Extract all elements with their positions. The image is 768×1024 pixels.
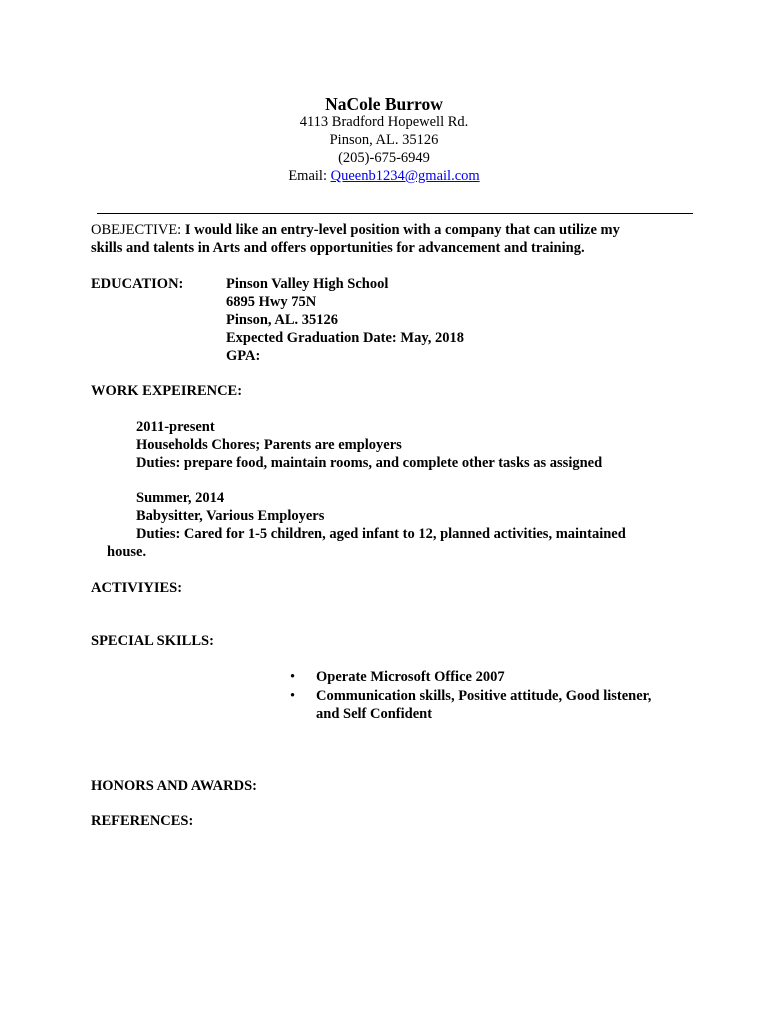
skill-text-continued: and Self Confident [316,706,433,722]
applicant-name: NaCole Burrow [325,94,443,114]
address-line-2: Pinson, AL. 35126 [329,132,439,148]
objective-label: OBEJECTIVE: [91,222,182,238]
phone-number: (205)-675-6949 [338,150,430,166]
list-item [288,668,678,686]
honors-label: HONORS AND AWARDS: [91,778,257,794]
skill-text: Operate Microsoft Office 2007 [316,669,505,685]
job-1-dates: 2011-present [136,419,215,435]
email-label: Email: [288,168,327,184]
education-label: EDUCATION: [91,276,184,292]
references-label: REFERENCES: [91,813,194,829]
job-2-title: Babysitter, Various Employers [136,508,325,524]
skills-list [288,668,678,724]
skill-text: Communication skills, Positive attitude, Good listener, [316,688,652,704]
activities-label: ACTIVIYIES: [91,580,183,596]
bullet-icon: • [290,688,296,704]
job-2-duties-line-2: house. [107,544,147,560]
bullet-icon: • [290,669,296,685]
skills-label: SPECIAL SKILLS: [91,633,214,649]
education-graduation: Expected Graduation Date: May, 2018 [226,330,465,346]
education-school: Pinson Valley High School [226,276,389,292]
education-street: 6895 Hwy 75N [226,294,317,310]
address-line-1: 4113 Bradford Hopewell Rd. [299,114,469,130]
email-link[interactable]: Queenb1234@gmail.com [330,168,480,184]
education-city: Pinson, AL. 35126 [226,312,338,328]
work-label: WORK EXPEIRENCE: [91,383,243,399]
job-1-title: Households Chores; Parents are employers [136,437,402,453]
job-1-duties: Duties: prepare food, maintain rooms, and complete other tasks as assigned [136,455,603,471]
objective-line-2: skills and talents in Arts and offers opportunities for advancement and training. [91,240,585,256]
header-divider [97,213,693,214]
email-line [0,167,768,185]
education-gpa: GPA: [226,348,261,364]
list-item [288,687,678,723]
objective-line-1 [91,221,620,239]
job-2-dates: Summer, 2014 [136,490,225,506]
objective-text-1: I would like an entry-level position with a company that can utilize my [184,222,620,238]
job-2-duties-line-1: Duties: Cared for 1-5 children, aged infant to 12, planned activities, maintained [136,526,626,542]
